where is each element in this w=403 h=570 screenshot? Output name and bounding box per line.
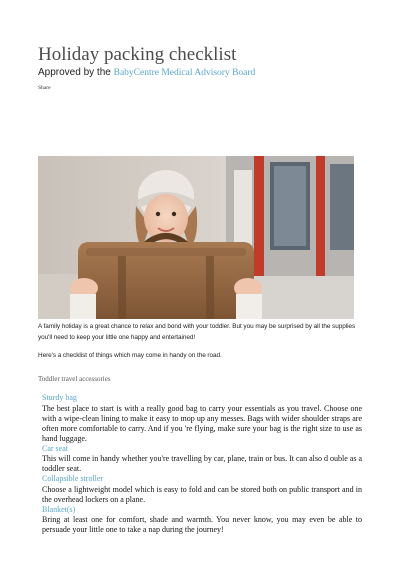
photo-illustration <box>38 156 354 319</box>
approval-prefix: Approved by the <box>38 67 114 78</box>
item-description: This will come in handy whether you're travelling by car, plane, train or bus. It can also d ouble as a toddler seat. <box>42 454 362 473</box>
checklist-items <box>42 393 362 535</box>
checklist-item-blankets <box>42 505 362 536</box>
girl-holding-suitcase-photo <box>38 156 354 319</box>
advisory-board-link[interactable]: BabyCentre Medical Advisory Board <box>113 68 256 78</box>
item-name: Blanket(s) <box>42 504 76 514</box>
approval-line <box>38 67 255 78</box>
section-heading: Toddler travel accessories <box>38 375 111 383</box>
share-link[interactable]: Share <box>38 85 51 91</box>
page-title: Holiday packing checklist <box>38 44 237 65</box>
intro-paragraph: A family holiday is a great chance to relax and bond with your toddler. But you may be surprised by all the supplies you'll need to keep your little one happy and entertained! <box>38 323 356 341</box>
checklist-intro-paragraph: Here's a checklist of things which may come in handy on the road. <box>38 352 222 359</box>
item-name: Collapsible stroller <box>42 474 104 483</box>
checklist-item-car-seat <box>42 444 362 475</box>
checklist-item-sturdy-bag <box>42 393 362 444</box>
item-description: The best place to start is with a really good bag to carry your essentials as you travel. Choose one with a wipe-clean lining to make it easy to mop up any messes. Bags with wider shoulder straps are often more comfortable to carry. And if you 're flying, make sure your bag is the right size to use as hand luggage. <box>42 403 362 443</box>
item-description: Choose a lightweight model which is easy to fold and can be stored both on public transport and in the overhead lockers on a plane. <box>42 484 362 504</box>
item-name: Sturdy bag <box>42 393 77 402</box>
checklist-item-collapsible-stroller <box>42 474 362 505</box>
item-name: Car seat <box>42 443 68 453</box>
item-description: Bring at least one for comfort, shade and warmth. You never know, you may even be able to persuade your little one to take a nap during the journey! <box>42 515 362 534</box>
